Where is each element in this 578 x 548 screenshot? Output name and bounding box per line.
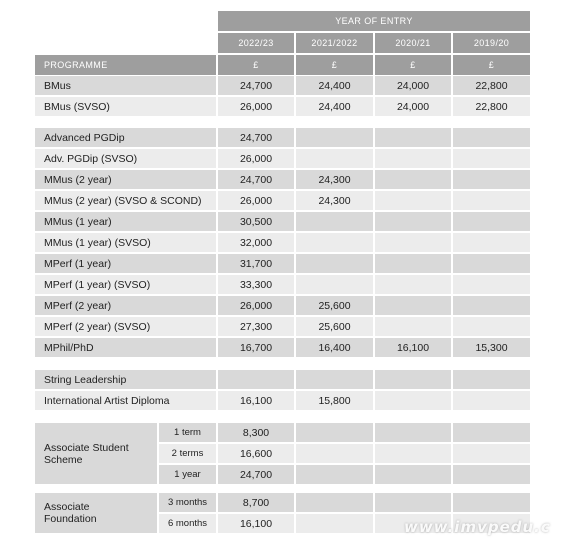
programme-name: MPerf (2 year) bbox=[35, 296, 216, 315]
fee-value: 16,100 bbox=[375, 338, 451, 357]
fee-value: 31,700 bbox=[218, 254, 294, 273]
currency-header: £ bbox=[296, 55, 373, 75]
fee-value bbox=[375, 296, 451, 315]
fee-value bbox=[296, 465, 373, 484]
programme-name: MMus (2 year) (SVSO & SCOND) bbox=[35, 191, 216, 210]
fee-value bbox=[453, 233, 530, 252]
group-label: Associate Student Scheme bbox=[35, 423, 157, 484]
programme-name: BMus bbox=[35, 76, 216, 95]
fee-value bbox=[375, 254, 451, 273]
programme-name: BMus (SVSO) bbox=[35, 97, 216, 116]
programme-name: MPerf (1 year) bbox=[35, 254, 216, 273]
fee-value bbox=[453, 212, 530, 231]
year-of-entry-header: YEAR OF ENTRY bbox=[218, 11, 530, 31]
fee-value: 16,600 bbox=[218, 444, 294, 463]
programme-name: MPerf (2 year) (SVSO) bbox=[35, 317, 216, 336]
fee-value bbox=[453, 128, 530, 147]
fee-value: 24,700 bbox=[218, 128, 294, 147]
fee-value: 16,400 bbox=[296, 338, 373, 357]
watermark: www.imvpedu.c bbox=[404, 518, 551, 536]
fee-value: 24,400 bbox=[296, 97, 373, 116]
fee-value: 33,300 bbox=[218, 275, 294, 294]
programme-name: MPerf (1 year) (SVSO) bbox=[35, 275, 216, 294]
fee-value bbox=[296, 212, 373, 231]
year-header: 2022/23 bbox=[218, 33, 294, 53]
fee-value bbox=[375, 423, 451, 442]
fee-value: 24,700 bbox=[218, 465, 294, 484]
fee-value: 25,600 bbox=[296, 296, 373, 315]
fee-value: 8,300 bbox=[218, 423, 294, 442]
fee-value: 15,800 bbox=[296, 391, 373, 410]
fee-value bbox=[375, 191, 451, 210]
fee-value bbox=[296, 128, 373, 147]
fee-value bbox=[296, 444, 373, 463]
fee-value: 24,700 bbox=[218, 170, 294, 189]
fee-value: 24,000 bbox=[375, 97, 451, 116]
fee-value bbox=[375, 370, 451, 389]
fee-value bbox=[453, 149, 530, 168]
fee-value bbox=[453, 170, 530, 189]
fee-value bbox=[296, 233, 373, 252]
fee-value bbox=[453, 465, 530, 484]
fee-value: 24,400 bbox=[296, 76, 373, 95]
duration-label: 3 months bbox=[159, 493, 216, 512]
fee-value bbox=[453, 370, 530, 389]
fee-value bbox=[375, 317, 451, 336]
year-header: 2020/21 bbox=[375, 33, 451, 53]
fee-value: 24,300 bbox=[296, 191, 373, 210]
fee-value bbox=[375, 444, 451, 463]
fee-value: 27,300 bbox=[218, 317, 294, 336]
duration-label: 6 months bbox=[159, 514, 216, 533]
fee-value bbox=[453, 275, 530, 294]
fee-value bbox=[296, 423, 373, 442]
fee-value: 22,800 bbox=[453, 97, 530, 116]
duration-label: 1 year bbox=[159, 465, 216, 484]
programme-name: MMus (1 year) (SVSO) bbox=[35, 233, 216, 252]
duration-label: 2 terms bbox=[159, 444, 216, 463]
fee-value: 24,700 bbox=[218, 76, 294, 95]
programme-name: MMus (2 year) bbox=[35, 170, 216, 189]
fee-value bbox=[375, 275, 451, 294]
fee-value: 16,100 bbox=[218, 391, 294, 410]
fee-value bbox=[453, 423, 530, 442]
fee-value bbox=[296, 514, 373, 533]
fee-value bbox=[453, 317, 530, 336]
fee-value: 22,800 bbox=[453, 76, 530, 95]
currency-header: £ bbox=[218, 55, 294, 75]
year-header: 2021/2022 bbox=[296, 33, 373, 53]
fee-value bbox=[453, 391, 530, 410]
fee-value bbox=[375, 170, 451, 189]
fee-value bbox=[375, 233, 451, 252]
fee-value bbox=[453, 254, 530, 273]
fee-value: 32,000 bbox=[218, 233, 294, 252]
programme-name: MMus (1 year) bbox=[35, 212, 216, 231]
fee-value bbox=[453, 493, 530, 512]
fee-value: 15,300 bbox=[453, 338, 530, 357]
group-label: Associate Foundation bbox=[35, 493, 157, 533]
fee-value: 30,500 bbox=[218, 212, 294, 231]
fee-value bbox=[296, 493, 373, 512]
fee-value bbox=[296, 254, 373, 273]
fee-value bbox=[296, 370, 373, 389]
duration-label: 1 term bbox=[159, 423, 216, 442]
fee-value: 16,100 bbox=[218, 514, 294, 533]
fee-value bbox=[375, 128, 451, 147]
fee-value: 26,000 bbox=[218, 191, 294, 210]
fee-value: 26,000 bbox=[218, 296, 294, 315]
fee-value bbox=[375, 493, 451, 512]
fee-value bbox=[453, 444, 530, 463]
fee-value: 25,600 bbox=[296, 317, 373, 336]
fee-value: 16,700 bbox=[218, 338, 294, 357]
fee-value: 24,300 bbox=[296, 170, 373, 189]
programme-header: PROGRAMME bbox=[35, 55, 216, 75]
fee-value bbox=[375, 391, 451, 410]
programme-name: International Artist Diploma bbox=[35, 391, 216, 410]
fee-value bbox=[296, 275, 373, 294]
programme-name: Advanced PGDip bbox=[35, 128, 216, 147]
programme-name: Adv. PGDip (SVSO) bbox=[35, 149, 216, 168]
fee-value: 24,000 bbox=[375, 76, 451, 95]
fee-value bbox=[375, 465, 451, 484]
fee-value bbox=[218, 370, 294, 389]
programme-name: MPhil/PhD bbox=[35, 338, 216, 357]
fee-value bbox=[375, 149, 451, 168]
year-header: 2019/20 bbox=[453, 33, 530, 53]
fee-value: 26,000 bbox=[218, 149, 294, 168]
fee-value bbox=[453, 191, 530, 210]
currency-header: £ bbox=[453, 55, 530, 75]
fee-value bbox=[296, 149, 373, 168]
fee-value bbox=[375, 212, 451, 231]
programme-name: String Leadership bbox=[35, 370, 216, 389]
fee-value bbox=[453, 296, 530, 315]
fee-value: 26,000 bbox=[218, 97, 294, 116]
fee-value: 8,700 bbox=[218, 493, 294, 512]
currency-header: £ bbox=[375, 55, 451, 75]
